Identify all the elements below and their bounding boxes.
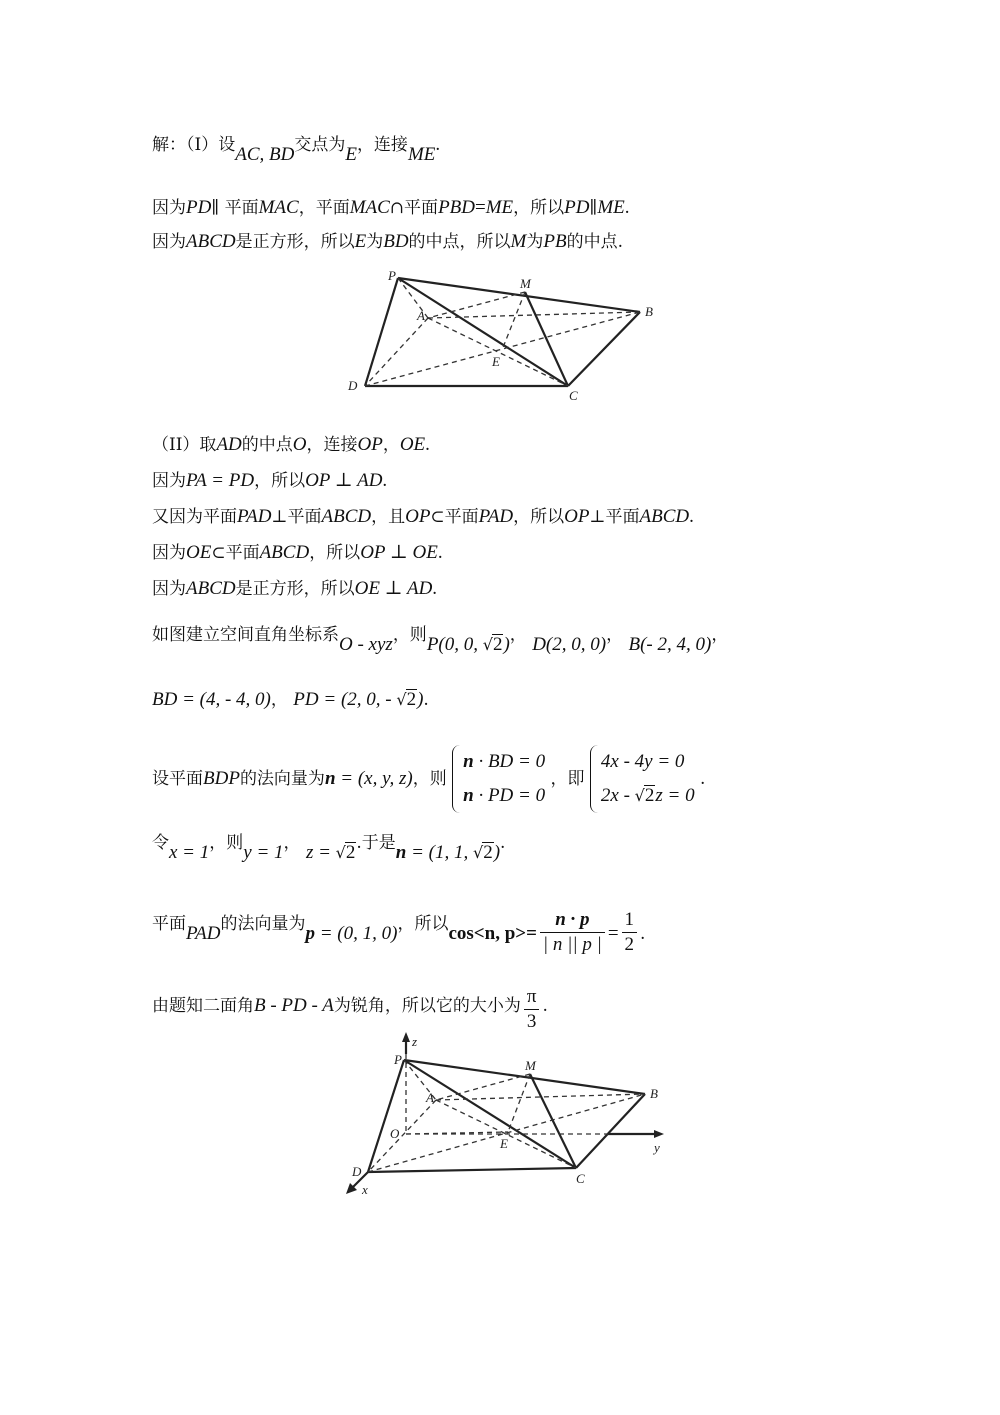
text: n xyxy=(463,751,474,772)
text: .于是 xyxy=(356,833,396,853)
math-abcd: ABCD xyxy=(259,542,310,563)
text: ，且 xyxy=(371,507,406,527)
text: . xyxy=(640,924,646,944)
math-oe: OE xyxy=(399,434,426,455)
vector-n: n xyxy=(395,842,407,863)
text: 2x - xyxy=(600,785,635,806)
label-x-axis: x xyxy=(362,1182,368,1197)
math-abcd: ABCD xyxy=(639,506,690,527)
text: ， xyxy=(270,690,288,710)
math-me: ME xyxy=(485,197,514,218)
label-c: C xyxy=(569,388,578,403)
math-y-eq-1: y = 1 xyxy=(243,842,284,863)
vector-n: n xyxy=(324,768,336,789)
text: 为 xyxy=(526,232,544,252)
text: . xyxy=(542,996,548,1016)
text: = xyxy=(475,197,486,218)
edge-ad xyxy=(368,1100,436,1172)
label-o: O xyxy=(390,1126,400,1141)
math-pa-eq-pd: PA = PD xyxy=(186,470,255,491)
text: 解：（I）设 xyxy=(152,135,236,155)
solution-part2-line-7 xyxy=(152,687,429,713)
math-o: O xyxy=(292,434,307,455)
math-oe: OE xyxy=(186,542,212,563)
text: 3 xyxy=(526,1011,537,1032)
label-b: B xyxy=(645,304,653,319)
text: ， xyxy=(606,625,624,645)
math-pd: PD xyxy=(564,197,590,218)
text: z = xyxy=(305,842,336,863)
vector-p: p xyxy=(305,923,315,944)
solution-part2-line-1 xyxy=(152,432,430,458)
label-b: B xyxy=(650,1086,658,1101)
math-mac: MAC xyxy=(258,197,299,218)
text: 2 xyxy=(406,689,417,710)
text: ，则 xyxy=(392,625,427,645)
text: 的法向量为 xyxy=(239,769,325,789)
label-p: P xyxy=(388,268,396,283)
seg-ma xyxy=(436,1074,530,1100)
text: 的法向量为 xyxy=(220,914,306,934)
edge-pb xyxy=(398,278,640,312)
text: 的中点，所以 xyxy=(408,232,511,252)
text: ⊂平面 xyxy=(211,543,260,563)
text: 因为 xyxy=(152,232,186,252)
solution-line-3 xyxy=(152,229,623,255)
text: ) xyxy=(493,842,501,863)
math-bdp: BDP xyxy=(203,768,240,789)
diag-db xyxy=(365,312,640,386)
equation-row: 2x - √2z = 0 xyxy=(600,785,695,806)
math-z-eq-sqrt2: z = √2 xyxy=(305,842,356,863)
text: 为 xyxy=(366,232,384,252)
label-y-axis: y xyxy=(654,1140,660,1155)
fraction-np xyxy=(540,908,605,957)
solution-part2-line-8 xyxy=(152,745,705,813)
text: 因为 xyxy=(152,579,186,599)
edge-pd xyxy=(365,278,398,386)
text: ∥ xyxy=(589,198,598,218)
math-pd: PD xyxy=(186,197,212,218)
label-e: E xyxy=(500,1136,508,1151)
text: . xyxy=(382,470,388,491)
label-d: D xyxy=(348,378,358,393)
math-coord-system: O - xyz xyxy=(339,634,393,655)
text: ，即 xyxy=(550,769,585,789)
math-ad: AD xyxy=(216,434,242,455)
text: · BD = 0 xyxy=(473,751,546,772)
edge-pd xyxy=(368,1060,404,1172)
vector-n-components: = (x, y, z) xyxy=(335,768,413,789)
equation-row xyxy=(463,745,545,779)
text: ) xyxy=(503,634,510,655)
text: ，则 xyxy=(209,833,244,853)
text: 1 xyxy=(622,908,638,933)
text: = xyxy=(607,923,619,944)
text: | n || p | xyxy=(542,934,602,955)
text: 的中点 xyxy=(241,435,293,455)
solution-part2-line-2 xyxy=(152,468,387,494)
math-pbd: PBD xyxy=(438,197,475,218)
label-p: P xyxy=(394,1052,402,1067)
text: 2 xyxy=(644,785,655,806)
text: 是正方形，所以 xyxy=(235,579,355,599)
math-op: OP xyxy=(405,506,431,527)
text: ，所以 xyxy=(254,471,306,491)
text: PD = (2, 0, - xyxy=(293,689,397,710)
math-abcd: ABCD xyxy=(186,578,236,599)
edge-cb xyxy=(568,312,640,386)
text: ，所以 xyxy=(397,914,449,934)
math-op-perp-oe: OP ⊥ OE xyxy=(360,542,438,563)
solution-part2-line-5 xyxy=(152,576,437,602)
solution-part2-line-11 xyxy=(152,985,548,1034)
text: ， xyxy=(509,625,527,645)
seg-oe xyxy=(406,1132,508,1134)
seg-me xyxy=(502,292,525,350)
math-ac-bd: AC, BD xyxy=(235,144,295,165)
text: 交点为 xyxy=(294,135,346,155)
cos-expression: cos<n, p>= xyxy=(448,923,537,944)
solution-part2-line-4 xyxy=(152,540,443,566)
text: 的中点. xyxy=(566,232,623,252)
text: ， xyxy=(711,625,729,645)
text: 是正方形，所以 xyxy=(235,232,355,252)
text: ⊂平面 xyxy=(430,507,479,527)
text: 如图建立空间直角坐标系 xyxy=(152,625,339,645)
text: n xyxy=(463,785,474,806)
text: ∩平面 xyxy=(389,198,439,218)
text: ，连接 xyxy=(356,135,408,155)
vector-p-components: = (0, 1, 0) xyxy=(314,923,398,944)
solution-line-1 xyxy=(152,132,441,165)
math-abcd: ABCD xyxy=(186,231,236,252)
pyramid-figure-2 xyxy=(340,1030,680,1200)
math-me: ME xyxy=(597,197,625,218)
math-op: OP xyxy=(357,434,383,455)
point-b: B(- 2, 4, 0) xyxy=(628,634,712,655)
label-e: E xyxy=(492,354,500,369)
text: 为锐角，所以它的大小为 xyxy=(333,996,521,1016)
math-pad: PAD xyxy=(478,506,514,527)
text: 平面 xyxy=(152,914,186,934)
seg-me xyxy=(508,1074,530,1132)
label-z-axis: z xyxy=(412,1034,418,1049)
text: . xyxy=(700,769,706,789)
z-axis-arrow xyxy=(402,1032,410,1042)
text: ，所以 xyxy=(513,198,565,218)
math-dihedral-angle: B - PD - A xyxy=(254,995,334,1016)
text: 2 xyxy=(483,842,493,863)
text: n · p xyxy=(540,908,605,933)
text: π xyxy=(524,985,540,1010)
text: 由题知二面角 xyxy=(152,996,254,1016)
text: . xyxy=(423,690,429,710)
vector-pd: PD = (2, 0, - √2) xyxy=(293,689,424,710)
vector-bd: BD = (4, - 4, 0) xyxy=(152,689,271,710)
math-me: ME xyxy=(407,144,436,165)
equation-row: 4x - 4y = 0 xyxy=(600,751,685,772)
point-d: D(2, 0, 0) xyxy=(532,634,607,655)
label-m: M xyxy=(520,276,531,291)
text: ，则 xyxy=(412,769,447,789)
text: ，连接 xyxy=(306,435,358,455)
text: 又因为平面 xyxy=(152,507,237,527)
text: ∥ 平面 xyxy=(211,198,259,218)
label-a: A xyxy=(417,308,425,323)
point-p: P(0, 0, √2) xyxy=(426,634,510,655)
text: 2 xyxy=(345,842,356,863)
label-a: A xyxy=(426,1090,434,1105)
math-m: M xyxy=(510,231,527,252)
text: ， xyxy=(382,435,400,455)
solution-part2-line-9 xyxy=(152,830,506,863)
text: （II）取 xyxy=(152,435,217,455)
math-e: E xyxy=(354,231,367,252)
fraction-half xyxy=(622,908,638,957)
vector-n-result: = (1, 1, √2) xyxy=(406,842,501,863)
text: 令 xyxy=(152,833,169,853)
text: 因为 xyxy=(152,471,186,491)
solution-part2-line-6 xyxy=(152,622,729,655)
solution-line-2 xyxy=(152,195,630,221)
label-m: M xyxy=(525,1058,536,1073)
label-c: C xyxy=(576,1171,585,1186)
text: 设平面 xyxy=(152,769,203,789)
text: ，所以 xyxy=(513,507,565,527)
text: 因为 xyxy=(152,543,186,563)
text: . xyxy=(689,506,694,527)
y-axis-arrow xyxy=(654,1130,664,1138)
math-pad: PAD xyxy=(237,506,272,527)
text: . xyxy=(500,833,506,853)
edge-dc xyxy=(368,1168,576,1172)
equation-system-1 xyxy=(452,745,545,813)
math-oe-perp-ad: OE ⊥ AD xyxy=(354,578,433,599)
text: z = 0 xyxy=(655,785,695,806)
text: . xyxy=(435,134,441,155)
math-bd: BD xyxy=(383,231,409,252)
math-op-perp-ad: OP ⊥ AD xyxy=(305,470,383,491)
math-mac: MAC xyxy=(349,197,390,218)
label-d: D xyxy=(352,1164,362,1179)
text: 2 xyxy=(492,634,503,655)
math-abcd: ABCD xyxy=(321,506,372,527)
pyramid-figure-1 xyxy=(340,268,670,408)
solution-part2-line-3 xyxy=(152,504,694,530)
text: ，所以 xyxy=(309,543,361,563)
fraction-pi-over-3 xyxy=(524,985,540,1034)
text: ， xyxy=(283,833,301,853)
equation-row xyxy=(463,779,545,813)
math-pad: PAD xyxy=(186,923,221,944)
text: ⊥平面 xyxy=(271,507,322,527)
text: . xyxy=(432,578,438,599)
text: ，平面 xyxy=(298,198,350,218)
text: ) xyxy=(417,689,424,710)
math-x-eq-1: x = 1 xyxy=(169,842,210,863)
text: . xyxy=(425,434,430,455)
diag-ac xyxy=(428,318,568,386)
edge-cb xyxy=(576,1094,645,1168)
text: ⊥平面 xyxy=(589,507,640,527)
diag-db xyxy=(368,1094,645,1172)
text: = (1, 1, xyxy=(406,842,473,863)
math-op: OP xyxy=(564,506,590,527)
text: · PD = 0 xyxy=(473,785,546,806)
equation-system-2 xyxy=(590,745,695,813)
text: . xyxy=(624,197,630,218)
text: . xyxy=(437,542,443,563)
math-e: E xyxy=(345,144,357,165)
text: P(0, 0, xyxy=(426,634,483,655)
text: 因为 xyxy=(152,198,186,218)
text: 2 xyxy=(624,934,635,955)
math-pb: PB xyxy=(543,231,567,252)
solution-part2-line-10 xyxy=(152,900,646,955)
